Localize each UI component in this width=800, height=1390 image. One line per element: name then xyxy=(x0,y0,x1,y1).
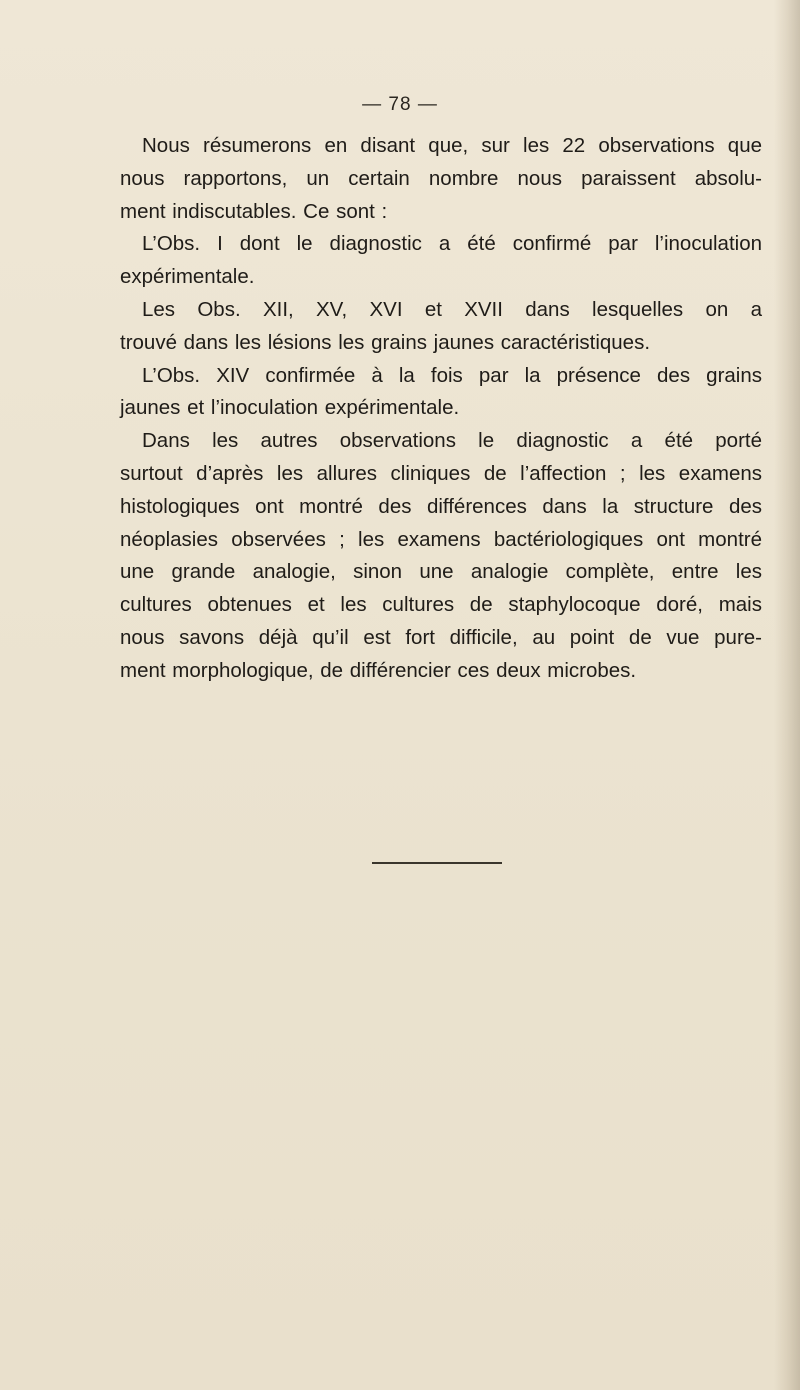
text-line: Nous résumerons en disant que, sur les 22 observations que xyxy=(142,134,762,157)
paragraph-5 xyxy=(120,425,762,687)
section-divider-rule xyxy=(372,862,502,864)
text-line: surtout d’après les allures cliniques de l’affection ; les examens xyxy=(120,461,762,485)
paragraph-4 xyxy=(120,360,762,426)
text-line: nous rapportons, un certain nombre nous paraissent absolu- xyxy=(120,166,762,190)
text-line: histologiques ont montré des différences dans la structure des xyxy=(120,494,762,518)
text-line: jaunes et l’inoculation expérimentale. xyxy=(120,396,460,420)
paragraph-3 xyxy=(120,294,762,360)
text-line: expérimentale. xyxy=(120,265,255,289)
paragraph-1 xyxy=(120,130,762,228)
text-line: néoplasies observées ; les examens bactériologiques ont montré xyxy=(120,527,762,551)
page-number: — 78 — xyxy=(362,94,438,115)
text-line: une grande analogie, sinon une analogie complète, entre les xyxy=(120,560,762,584)
page-edge-shadow xyxy=(774,0,800,1390)
text-line: ment indiscutables. Ce sont : xyxy=(120,199,388,223)
body-text xyxy=(120,130,762,688)
text-line: Les Obs. XII, XV, XVI et XVII dans lesquelles on a xyxy=(142,297,762,321)
text-line: Dans les autres observations le diagnostic a été porté xyxy=(142,429,762,453)
text-line: L’Obs. I dont le diagnostic a été confirmé par l’inoculation xyxy=(142,232,762,256)
text-line: cultures obtenues et les cultures de staphylocoque doré, mais xyxy=(120,593,762,617)
text-line: ment morphologique, de différencier ces deux microbes. xyxy=(120,658,637,682)
text-line: trouvé dans les lésions les grains jaunes caractéristiques. xyxy=(120,330,651,354)
paragraph-2 xyxy=(120,228,762,294)
text-line: nous savons déjà qu’il est fort difficile, au point de vue pure- xyxy=(120,625,762,649)
text-line: L’Obs. XIV confirmée à la fois par la présence des grains xyxy=(142,363,762,387)
